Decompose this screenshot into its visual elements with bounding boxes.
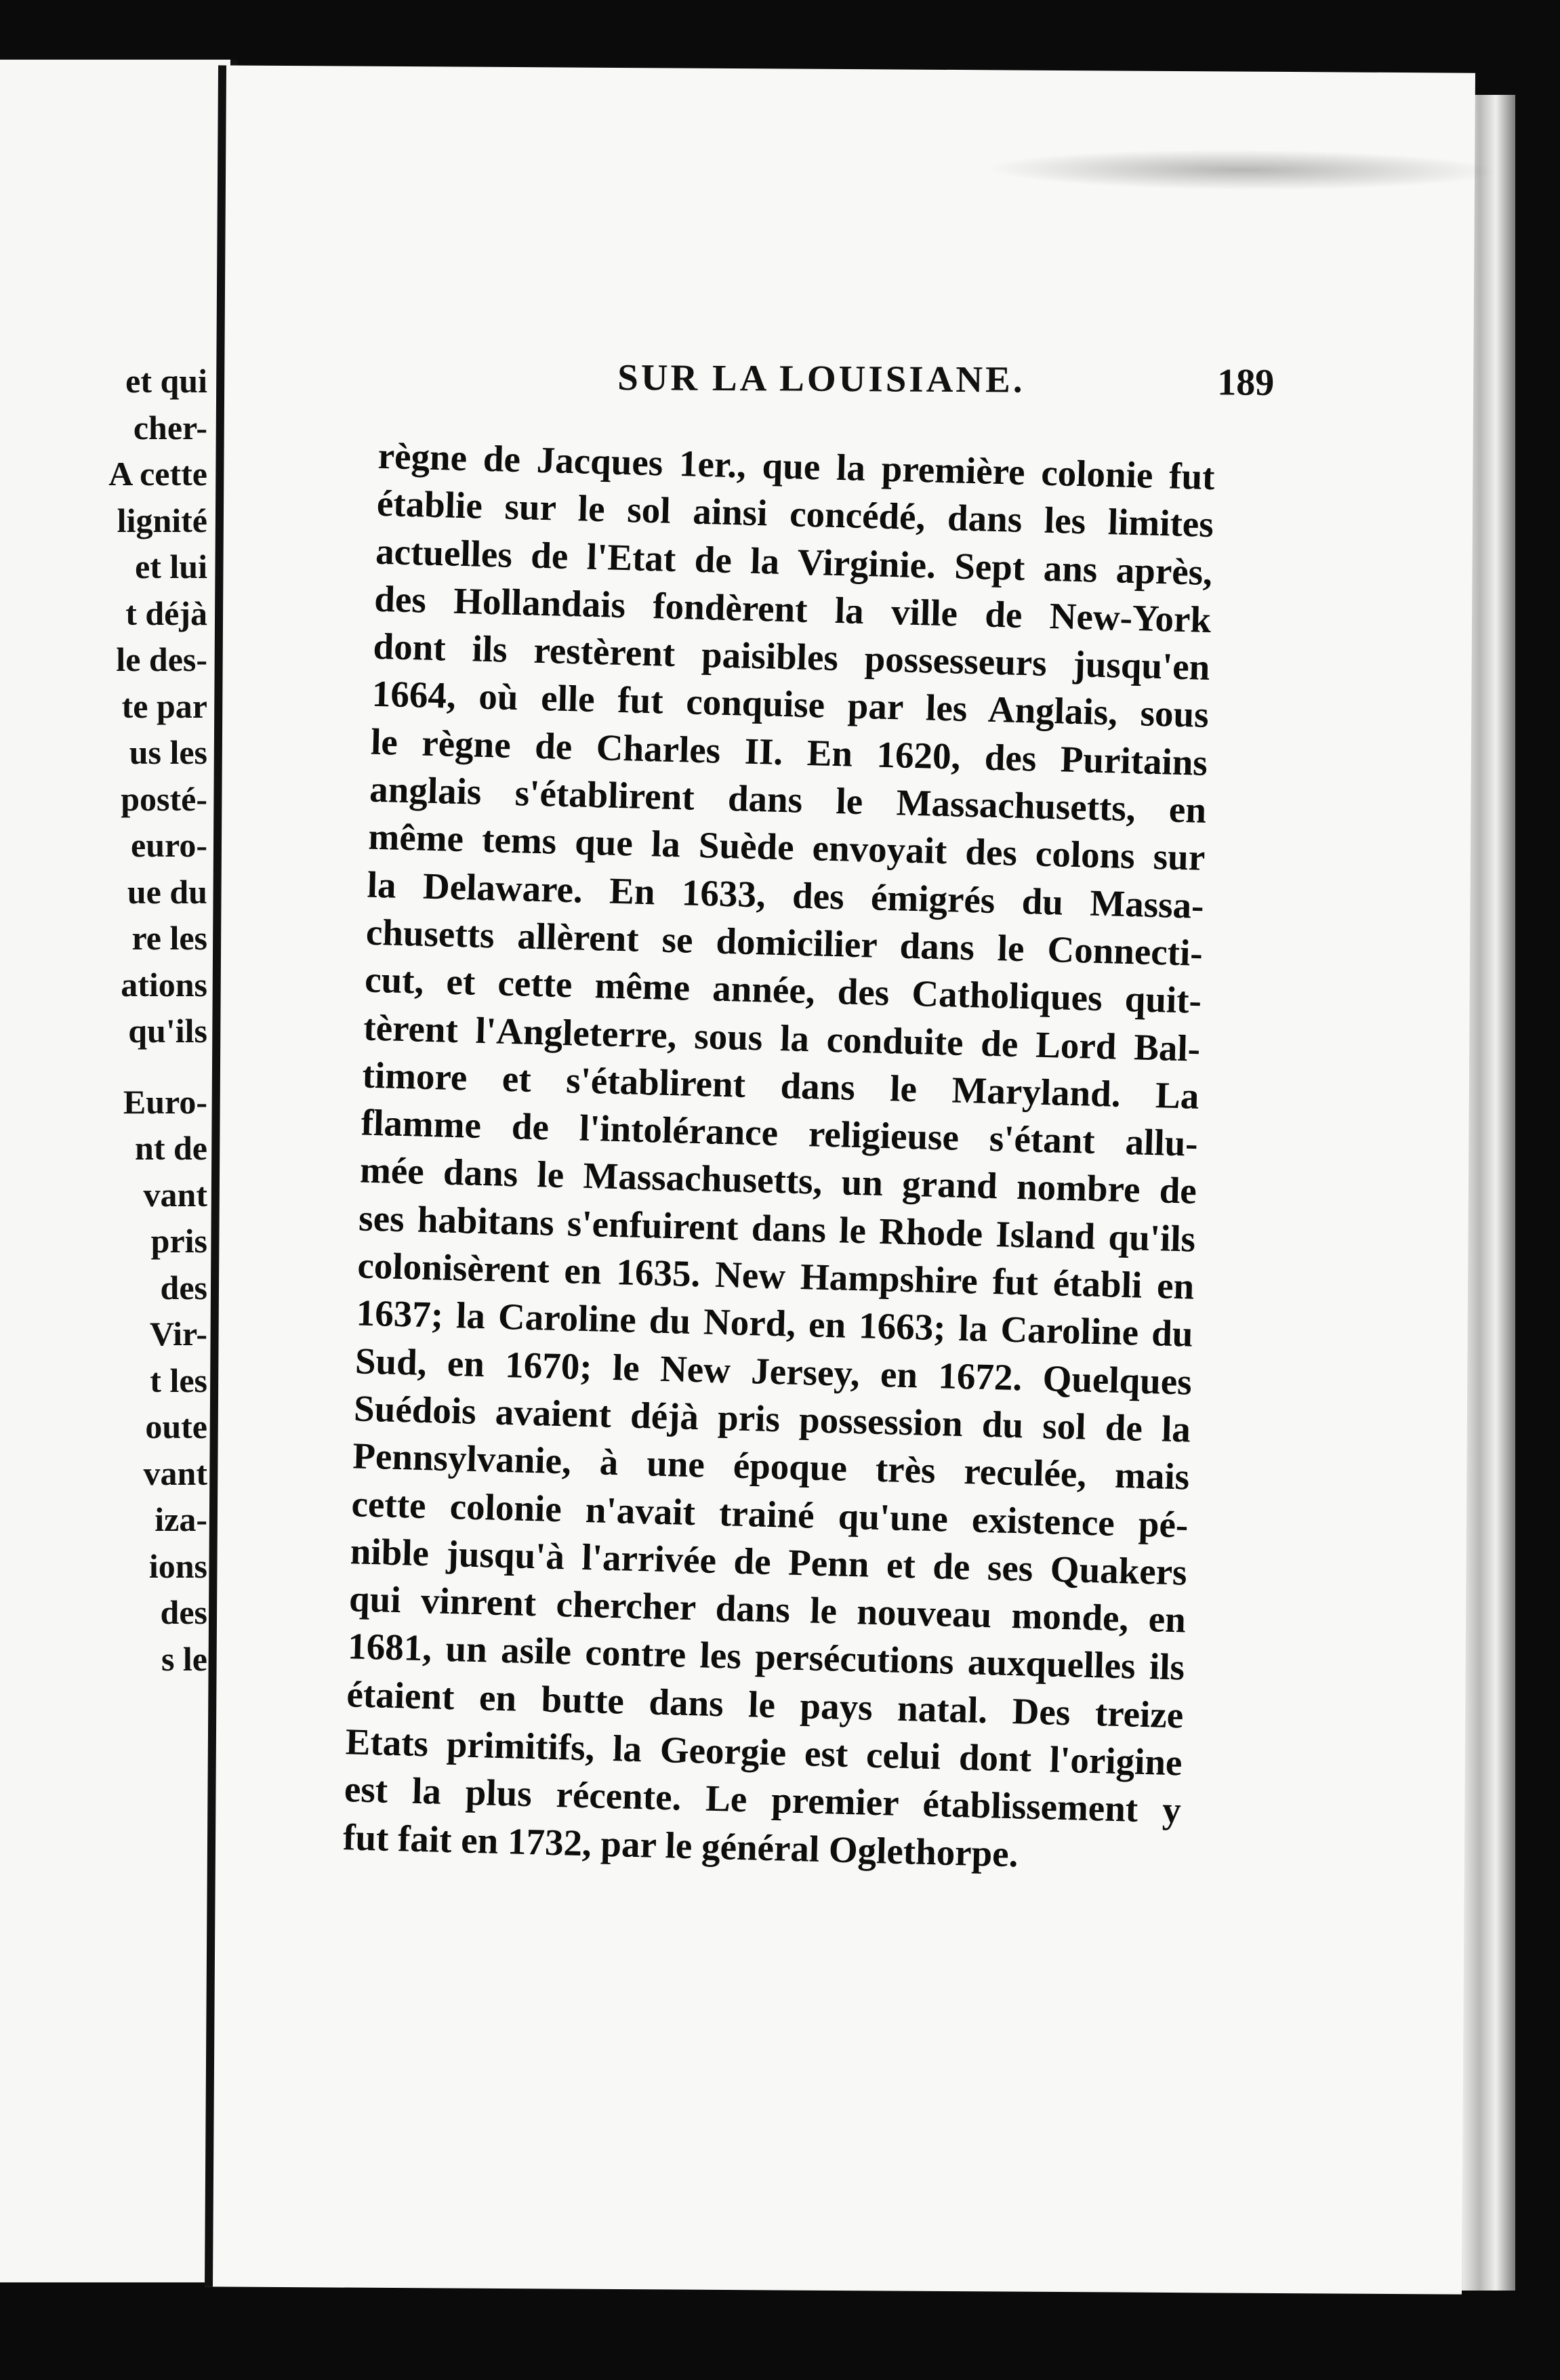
- left-line: le des-: [116, 640, 207, 678]
- left-line: ions: [148, 1546, 207, 1585]
- text-line: nible jusqu'à l'arrivée de Penn et de ses Quakers: [350, 1530, 1188, 1593]
- scan-smudge: [985, 148, 1500, 192]
- text-line: actuelles de l'Etat de la Virginie. Sept ans après,: [375, 530, 1213, 593]
- text-line: 1664, où elle fut conquise par les Anglais, sous: [371, 673, 1210, 736]
- text-line: mée dans le Massachusetts, un grand nombre de: [359, 1149, 1197, 1212]
- text-line: dont ils restèrent paisibles possesseurs jusqu'en: [372, 625, 1211, 689]
- text-line: des Hollandais fondèrent la ville de New-York: [373, 577, 1212, 640]
- left-line: pris: [150, 1222, 207, 1260]
- page-number: 189: [1217, 361, 1275, 404]
- left-line: ations: [121, 965, 207, 1004]
- left-line: te par: [121, 686, 207, 725]
- left-line: oute: [145, 1408, 207, 1445]
- text-line: tèrent l'Angleterre, sous la conduite de Lord Bal-: [363, 1006, 1201, 1069]
- left-line: A cette: [108, 455, 207, 493]
- left-line: posté-: [121, 779, 207, 818]
- text-line: Pennsylvanie, à une époque très reculée, mais: [352, 1435, 1190, 1498]
- running-title: SUR LA LOUISIANE.: [617, 356, 1025, 401]
- left-line: Vir-: [149, 1315, 207, 1353]
- left-line: et lui: [135, 548, 207, 586]
- text-line: même tems que la Suède envoyait des colons sur: [367, 816, 1206, 879]
- text-line: étaient en butte dans le pays natal. Des treize: [346, 1673, 1184, 1736]
- left-line: t les: [150, 1361, 207, 1399]
- text-line: colonisèrent en 1635. New Hampshire fut établi en: [356, 1244, 1195, 1307]
- text-line: le règne de Charles II. En 1620, des Puritains: [370, 720, 1208, 783]
- text-line: cut, et cette même année, des Catholiques quit-: [364, 958, 1202, 1022]
- text-line: la Delaware. En 1633, des émigrés du Massa-: [367, 863, 1205, 926]
- left-line: et qui: [125, 362, 207, 400]
- left-line: Euro-: [123, 1082, 207, 1121]
- left-line: iza-: [155, 1500, 207, 1538]
- text-line: qui vinrent chercher dans le nouveau monde, en: [348, 1578, 1187, 1641]
- text-line: Sud, en 1670; le New Jersey, en 1672. Quelques: [354, 1340, 1193, 1403]
- left-line: s le: [161, 1639, 207, 1678]
- text-line: Etats primitifs, la Georgie est celui dont l'origine: [345, 1721, 1183, 1784]
- left-line: vant: [143, 1454, 207, 1492]
- text-line: cette colonie n'avait trainé qu'une existence pé-: [350, 1482, 1189, 1546]
- left-line: qu'ils: [128, 1012, 207, 1050]
- text-line: ses habitans s'enfuirent dans le Rhode Island qu'ils: [358, 1197, 1196, 1260]
- left-line: euro-: [131, 826, 207, 864]
- text-line: flamme de l'intolérance religieuse s'étant allu-: [361, 1101, 1199, 1164]
- left-line: des: [160, 1268, 207, 1307]
- book-page: [205, 65, 1475, 2294]
- text-line: établie sur le sol ainsi concédé, dans les limites: [376, 483, 1214, 546]
- text-line: règne de Jacques 1er., que la première colonie fut: [377, 434, 1216, 498]
- left-line: nt de: [135, 1129, 207, 1167]
- left-line: cher-: [133, 408, 207, 447]
- text-line: fut fait en 1732, par le général Oglethorpe.: [342, 1815, 1019, 1874]
- left-line: us les: [129, 733, 207, 771]
- left-line: re les: [131, 919, 207, 957]
- text-line: Suédois avaient déjà pris possession du sol de la: [353, 1387, 1191, 1450]
- text-line: est la plus récente. Le premier établissement y: [344, 1768, 1182, 1831]
- left-page-text: [108, 358, 207, 1682]
- left-line: ue du: [127, 872, 207, 911]
- left-page-fragment: [0, 60, 237, 2282]
- text-line: chusetts allèrent se domicilier dans le Connecti-: [365, 911, 1204, 974]
- left-line: des: [160, 1593, 207, 1631]
- left-line: t déjà: [125, 594, 207, 632]
- body-text: [342, 432, 1462, 1889]
- text-line: anglais s'établirent dans le Massachusetts, en: [369, 768, 1207, 831]
- text-line: timore et s'établirent dans le Maryland. La: [361, 1054, 1200, 1117]
- left-line: lignité: [117, 501, 207, 539]
- page-header: [373, 354, 1458, 429]
- text-line: 1637; la Caroline du Nord, en 1663; la Caroline du: [356, 1292, 1194, 1355]
- left-line: vant: [143, 1175, 207, 1214]
- text-line: 1681, un asile contre les persécutions auxquelles ils: [347, 1625, 1185, 1688]
